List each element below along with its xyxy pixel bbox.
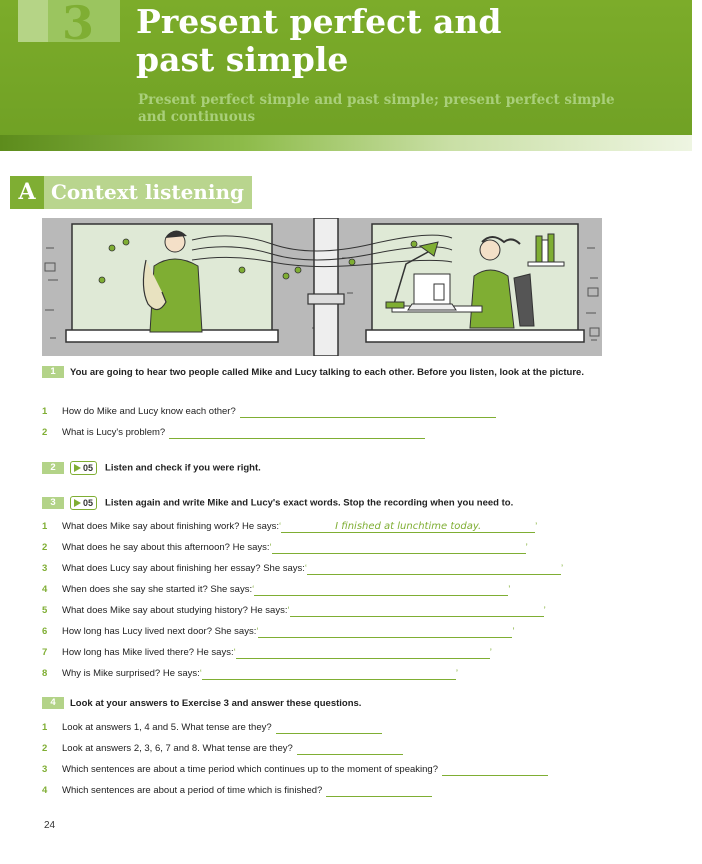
answer-field[interactable] (254, 584, 511, 596)
answer-field[interactable] (199, 668, 459, 680)
section-title: Context listening (44, 176, 252, 209)
exercise-4-heading (42, 697, 602, 710)
ex3-question-8 (42, 668, 458, 680)
question-text: Look at answers 2, 3, 6, 7 and 8. What tense are they? (62, 743, 293, 754)
question-text: What is Lucy's problem? (62, 427, 166, 438)
question-text: How do Mike and Lucy know each other? (62, 406, 236, 417)
close-quote: ’ (455, 668, 459, 679)
question-text: How long has Lucy lived next door? She says: (62, 626, 257, 637)
mike-and-lucy-illustration (42, 218, 602, 356)
unit-title-line1: Present perfect and (136, 2, 502, 41)
exercise-1-instruction: You are going to hear two people called Mike and Lucy talking to each other. Before you listen, look at the picture. (70, 367, 584, 378)
question-text: What does Lucy say about finishing her essay? She says: (62, 563, 305, 574)
close-quote: ’ (525, 542, 528, 553)
unit-title (136, 3, 501, 79)
question-number: 2 (42, 743, 48, 754)
exercise-3-number: 3 (42, 497, 64, 509)
question-number: 2 (42, 542, 48, 553)
close-quote: ’ (535, 521, 538, 532)
exercise-4-number: 4 (42, 697, 64, 709)
question-number: 1 (42, 722, 48, 733)
open-quote: ‘ (279, 521, 282, 532)
question-number: 5 (42, 605, 48, 616)
ex3-question-3 (42, 563, 563, 575)
close-quote: ’ (512, 626, 515, 637)
unit-number: 3 (62, 0, 95, 50)
answer-line[interactable] (297, 743, 403, 755)
ex3-question-1 (42, 521, 537, 533)
answer-field[interactable] (258, 626, 515, 638)
answer-field[interactable] (269, 542, 526, 554)
exercise-2-heading (42, 461, 602, 475)
question-number: 7 (42, 647, 48, 658)
question-number: 1 (42, 521, 48, 532)
answer-line[interactable] (276, 722, 382, 734)
ex1-question-1 (42, 406, 496, 418)
ex3-question-4 (42, 584, 510, 596)
audio-track-badge[interactable] (70, 496, 97, 510)
question-text: Why is Mike surprised? He says: (62, 668, 200, 679)
audio-track-number: 05 (83, 497, 94, 508)
section-letter: A (10, 176, 44, 209)
close-quote: ’ (508, 584, 511, 595)
question-number: 4 (42, 584, 48, 595)
exercise-2-instruction: Listen and check if you were right. (105, 462, 261, 474)
answer-line[interactable] (326, 785, 432, 797)
exercise-4-instruction: Look at your answers to Exercise 3 and answer these questions. (70, 698, 362, 709)
unit-box-stripe (18, 0, 48, 42)
question-text: Which sentences are about a time period which continues up to the moment of speaking? (62, 764, 438, 775)
ex4-question-1 (42, 722, 382, 734)
open-quote: ‘ (252, 584, 255, 595)
question-text: What does he say about this afternoon? He says: (62, 542, 270, 553)
exercise-1-heading (42, 366, 602, 379)
question-number: 4 (42, 785, 48, 796)
unit-header (0, 0, 692, 151)
play-icon (74, 499, 81, 507)
question-text: What does Mike say about studying history? He says: (62, 605, 288, 616)
question-number: 6 (42, 626, 48, 637)
question-number: 3 (42, 563, 48, 574)
answer-field[interactable] (290, 605, 544, 617)
answer-field[interactable] (304, 563, 564, 575)
answer-field[interactable] (233, 647, 490, 659)
close-quote: ’ (543, 605, 546, 616)
answer-line[interactable] (169, 427, 425, 439)
question-number: 8 (42, 668, 48, 679)
section-heading (10, 176, 252, 209)
question-number: 3 (42, 764, 48, 775)
question-text: Look at answers 1, 4 and 5. What tense are they? (62, 722, 272, 733)
question-number: 2 (42, 427, 48, 438)
open-quote: ‘ (199, 668, 202, 679)
exercise-3-instruction: Listen again and write Mike and Lucy's exact words. Stop the recording when you need to. (105, 497, 514, 509)
ex3-question-2 (42, 542, 528, 554)
open-quote: ‘ (233, 647, 236, 658)
play-icon (74, 464, 81, 472)
exercise-1-number: 1 (42, 366, 64, 378)
exercise-3-heading (42, 496, 602, 510)
page-number: 24 (44, 820, 56, 831)
close-quote: ’ (561, 563, 564, 574)
answer-line[interactable] (442, 764, 548, 776)
open-quote: ‘ (269, 542, 272, 553)
question-text: When does she say she started it? She says: (62, 584, 253, 595)
question-number: 1 (42, 406, 48, 417)
ex4-question-3 (42, 764, 548, 776)
answer-field[interactable]: I finished at lunchtime today. (281, 521, 535, 533)
ex3-question-7 (42, 647, 492, 659)
audio-track-badge[interactable] (70, 461, 97, 475)
ex3-question-5 (42, 605, 546, 617)
question-text: How long has Mike lived there? He says: (62, 647, 234, 658)
exercise-2-number: 2 (42, 462, 64, 474)
open-quote: ‘ (287, 605, 290, 616)
ex1-question-2 (42, 427, 425, 439)
question-text: What does Mike say about finishing work? He says: (62, 521, 280, 532)
header-gradient-band (0, 135, 692, 151)
open-quote: ‘ (304, 563, 308, 574)
ex3-question-6 (42, 626, 515, 638)
question-text: Which sentences are about a period of time which is finished? (62, 785, 323, 796)
close-quote: ’ (489, 647, 492, 658)
answer-line[interactable] (240, 406, 496, 418)
ex4-question-2 (42, 743, 403, 755)
ex4-question-4 (42, 785, 432, 797)
unit-title-line2: past simple (136, 40, 349, 79)
unit-subtitle: Present perfect simple and past simple; present perfect simple and continuous (138, 92, 615, 125)
audio-track-number: 05 (83, 462, 94, 473)
open-quote: ‘ (256, 626, 259, 637)
